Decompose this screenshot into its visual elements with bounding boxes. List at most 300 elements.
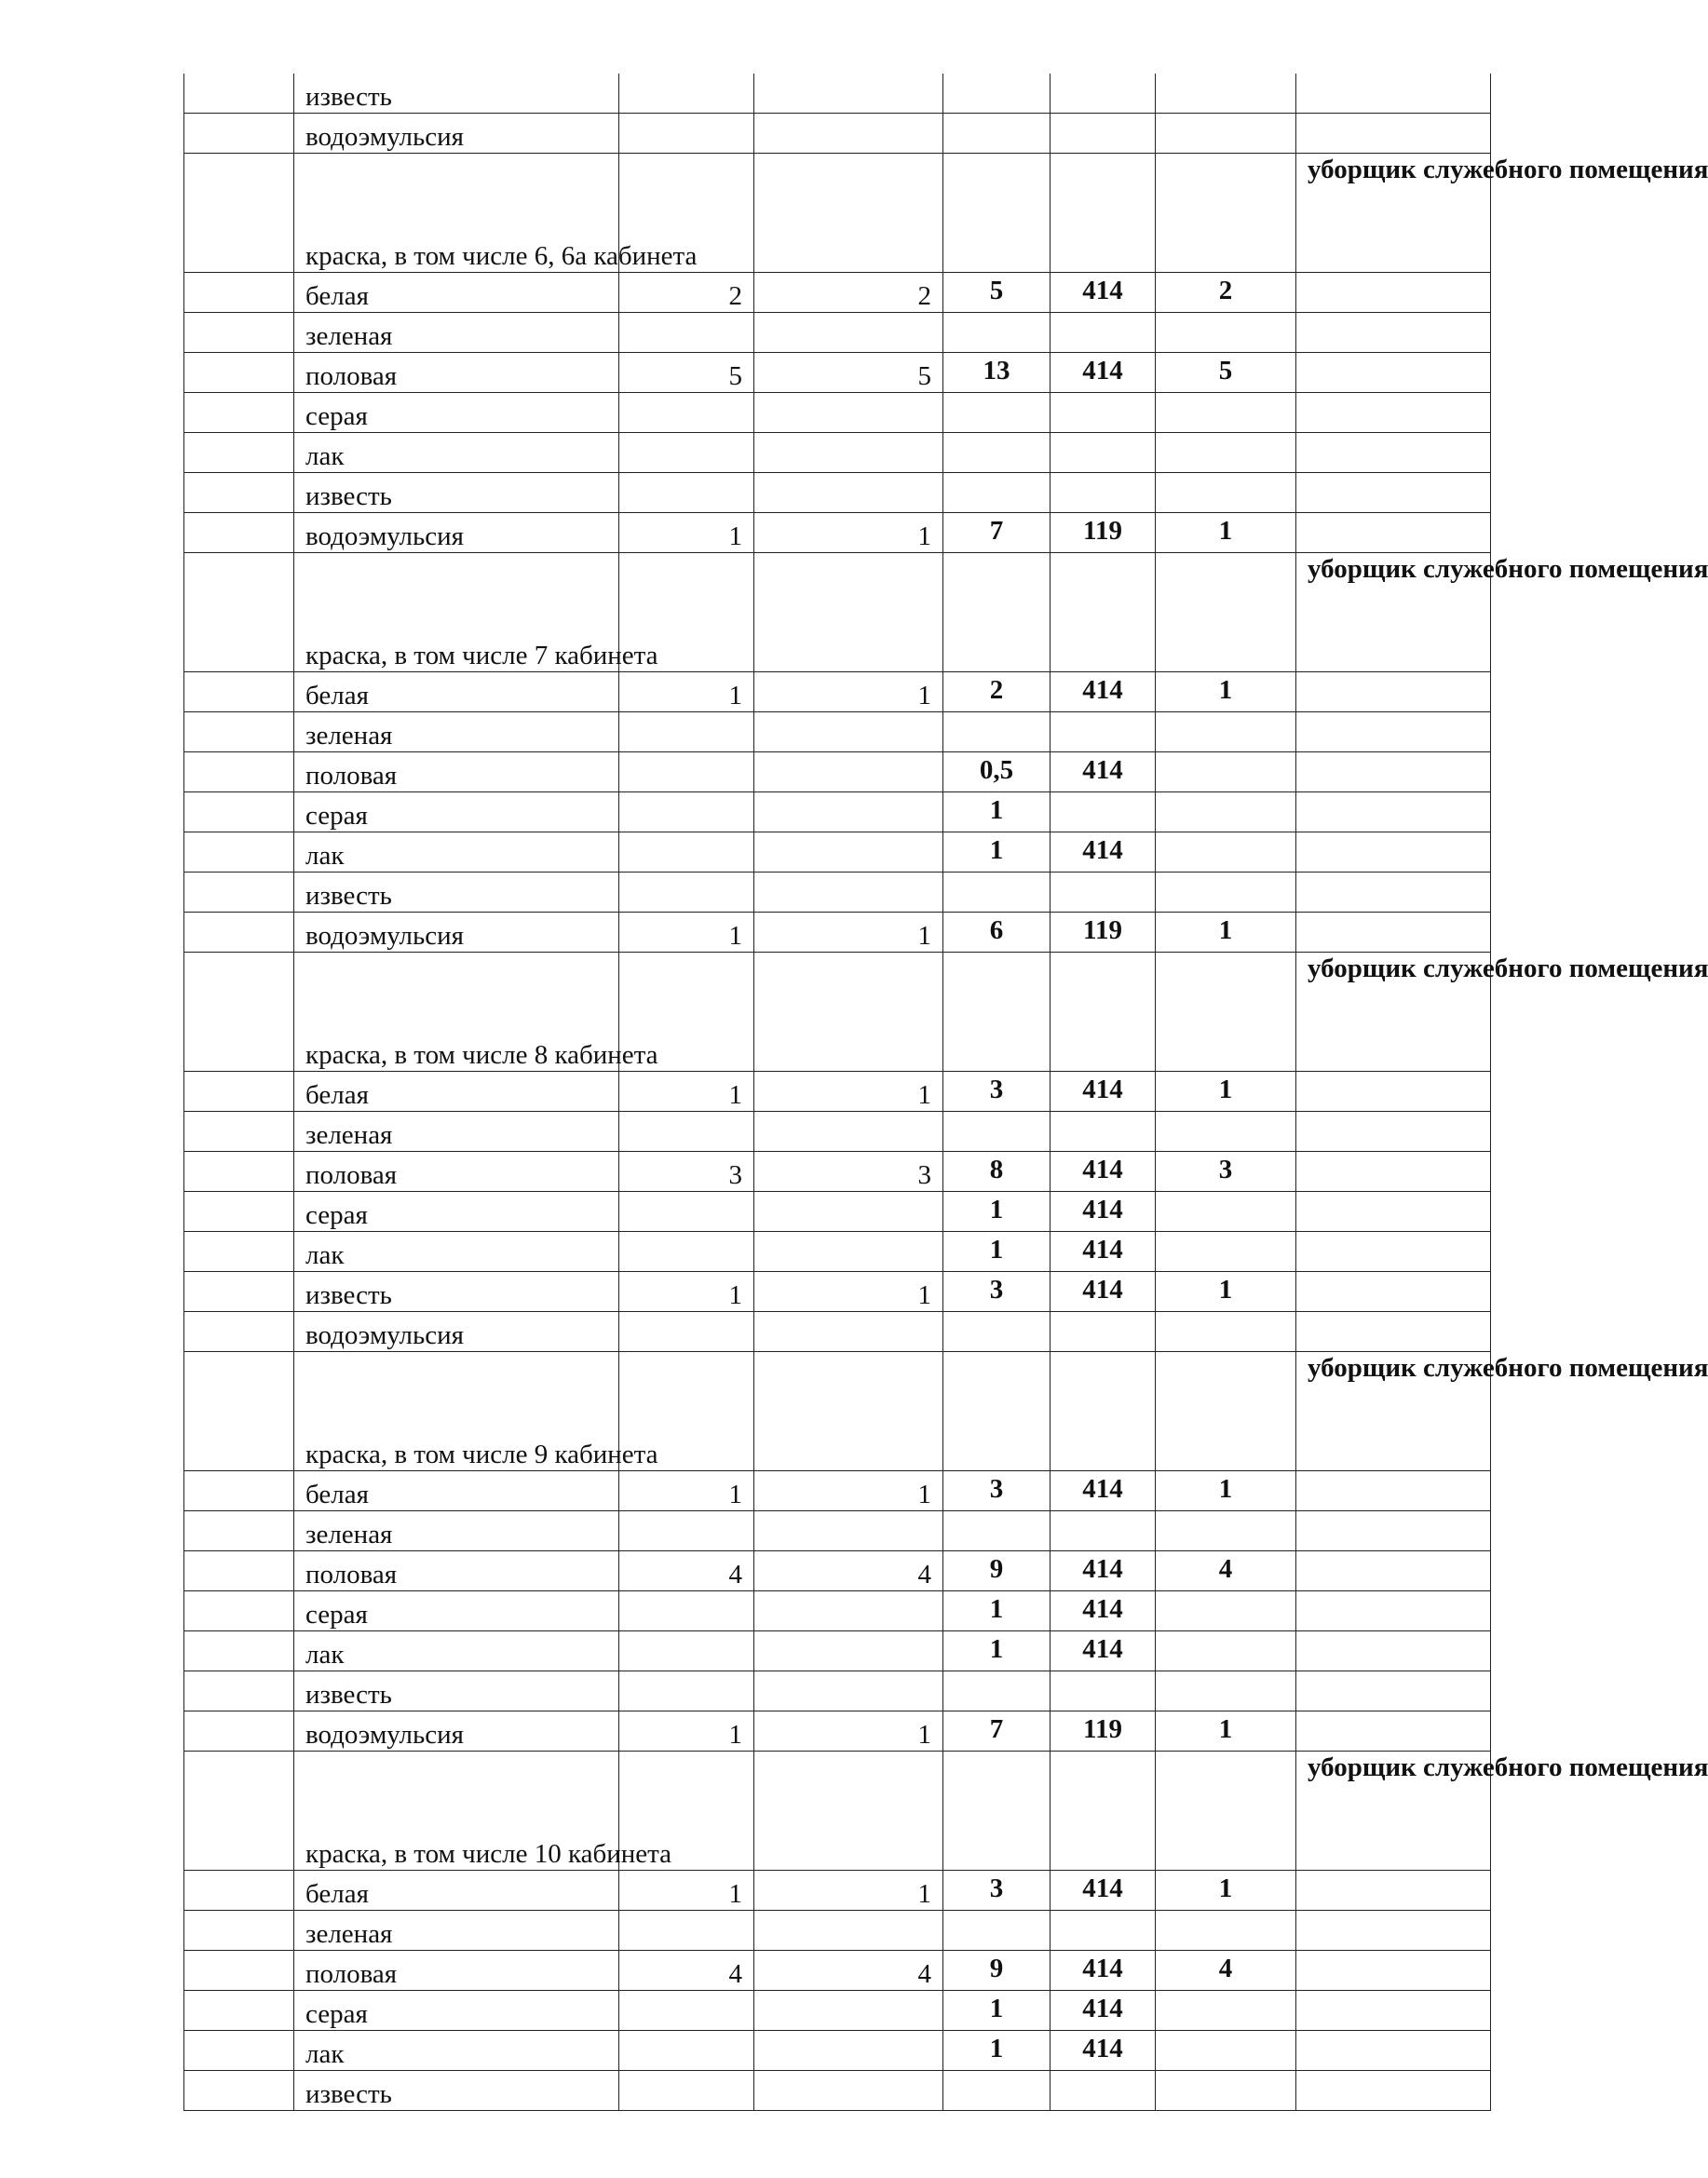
- index-cell: [184, 393, 294, 433]
- value-col-6: 414: [1051, 1631, 1156, 1671]
- value-col-3: [619, 752, 754, 792]
- value-col-7: [1156, 792, 1296, 832]
- value-col-7: 1: [1156, 1072, 1296, 1112]
- index-cell: [184, 1471, 294, 1511]
- empty-cell: [1296, 1272, 1491, 1312]
- empty-cell: [1296, 873, 1491, 913]
- value-col-7: 1: [1156, 672, 1296, 712]
- value-col-6: 414: [1051, 1471, 1156, 1511]
- section-title: краска, в том числе 6, 6а кабинета: [294, 154, 619, 273]
- value-col-6: 414: [1051, 672, 1156, 712]
- material-name: известь: [294, 1671, 619, 1711]
- material-name: половая: [294, 752, 619, 792]
- value-col-6: 414: [1051, 752, 1156, 792]
- value-col-7: [1156, 832, 1296, 873]
- value-col-5: 1: [943, 1631, 1051, 1671]
- material-name: белая: [294, 1072, 619, 1112]
- table-row: [184, 393, 1491, 433]
- empty-cell: [1296, 672, 1491, 712]
- value-col-3: [619, 1671, 754, 1711]
- table-row: [184, 1112, 1491, 1152]
- material-name: белая: [294, 672, 619, 712]
- index-cell: [184, 513, 294, 553]
- value-col-6: 414: [1051, 353, 1156, 393]
- value-col-5: 1: [943, 1192, 1051, 1232]
- value-col-6: [1051, 433, 1156, 473]
- value-col-6: [1051, 2071, 1156, 2111]
- empty-cell: [1296, 1152, 1491, 1192]
- responsible-role: уборщик служебного помещения: [1296, 953, 1491, 1072]
- value-col-7: [1156, 1112, 1296, 1152]
- index-cell: [184, 1951, 294, 1991]
- value-col-3: [619, 1232, 754, 1272]
- value-col-4: 1: [754, 672, 943, 712]
- index-cell: [184, 792, 294, 832]
- material-name: водоэмульсия: [294, 114, 619, 154]
- value-col-6: 414: [1051, 2031, 1156, 2071]
- value-col-3: [619, 792, 754, 832]
- value-col-4: [754, 873, 943, 913]
- value-col-6: 414: [1051, 1232, 1156, 1272]
- value-col-5: 1: [943, 1232, 1051, 1272]
- value-col-4: [754, 433, 943, 473]
- empty-cell: [1296, 752, 1491, 792]
- value-col-7: [1156, 752, 1296, 792]
- empty-cell: [1296, 2031, 1491, 2071]
- table-row: [184, 433, 1491, 473]
- empty-cell: [1296, 1192, 1491, 1232]
- value-col-7: [1156, 114, 1296, 154]
- empty-cell: [1296, 1072, 1491, 1112]
- table-row: [184, 1871, 1491, 1911]
- value-col-3: 1: [619, 1072, 754, 1112]
- table-row: [184, 1911, 1491, 1951]
- value-col-4: [754, 1312, 943, 1352]
- value-col-3: [619, 433, 754, 473]
- table-row: [184, 1511, 1491, 1551]
- value-col-7: 4: [1156, 1951, 1296, 1991]
- value-col-5: 3: [943, 1072, 1051, 1112]
- table-row: [184, 1671, 1491, 1711]
- value-col-3: [619, 832, 754, 873]
- index-cell: [184, 873, 294, 913]
- value-col-5: 3: [943, 1272, 1051, 1312]
- value-col-4: 2: [754, 273, 943, 313]
- value-col-3: [619, 712, 754, 752]
- empty-cell: [754, 953, 943, 1072]
- material-name: половая: [294, 353, 619, 393]
- value-col-7: 2: [1156, 273, 1296, 313]
- table-body: [184, 74, 1708, 2111]
- material-name: серая: [294, 393, 619, 433]
- index-cell: [184, 473, 294, 513]
- value-col-6: [1051, 873, 1156, 913]
- table-row: [184, 313, 1491, 353]
- value-col-6: [1051, 1671, 1156, 1711]
- value-col-4: [754, 1112, 943, 1152]
- empty-cell: [754, 553, 943, 672]
- value-col-3: [619, 873, 754, 913]
- material-name: зеленая: [294, 1511, 619, 1551]
- table-row: [184, 513, 1491, 553]
- value-col-5: 6: [943, 913, 1051, 953]
- empty-cell: [1296, 393, 1491, 433]
- index-cell: [184, 953, 294, 1072]
- empty-cell: [1296, 1711, 1491, 1752]
- value-col-6: [1051, 792, 1156, 832]
- empty-cell: [1296, 1551, 1491, 1591]
- value-col-6: [1051, 1312, 1156, 1352]
- value-col-7: 1: [1156, 1272, 1296, 1312]
- value-col-4: 1: [754, 1272, 943, 1312]
- section-title: краска, в том числе 8 кабинета: [294, 953, 619, 1072]
- table-row: [184, 1551, 1491, 1591]
- value-col-6: [1051, 712, 1156, 752]
- index-cell: [184, 1112, 294, 1152]
- material-name: серая: [294, 1591, 619, 1631]
- table-row: [184, 1232, 1491, 1272]
- value-col-3: 1: [619, 913, 754, 953]
- empty-cell: [1296, 1631, 1491, 1671]
- responsible-role: уборщик служебного помещения: [1296, 1752, 1491, 1871]
- empty-cell: [1051, 953, 1156, 1072]
- index-cell: [184, 1551, 294, 1591]
- empty-cell: [1296, 1951, 1491, 1991]
- value-col-6: 119: [1051, 513, 1156, 553]
- value-col-3: [619, 1591, 754, 1631]
- index-cell: [184, 553, 294, 672]
- material-name: зеленая: [294, 712, 619, 752]
- value-col-7: [1156, 1911, 1296, 1951]
- index-cell: [184, 1232, 294, 1272]
- value-col-4: [754, 832, 943, 873]
- index-cell: [184, 752, 294, 792]
- value-col-4: [754, 1192, 943, 1232]
- index-cell: [184, 114, 294, 154]
- value-col-7: 1: [1156, 913, 1296, 953]
- empty-cell: [1296, 913, 1491, 953]
- material-name: половая: [294, 1551, 619, 1591]
- empty-cell: [1296, 513, 1491, 553]
- value-col-4: [754, 792, 943, 832]
- value-col-3: [619, 393, 754, 433]
- value-col-7: [1156, 1991, 1296, 2031]
- material-name: водоэмульсия: [294, 913, 619, 953]
- table-row: [184, 1711, 1491, 1752]
- value-col-5: 7: [943, 513, 1051, 553]
- table-row: [184, 1951, 1491, 1991]
- value-col-7: 3: [1156, 1152, 1296, 1192]
- value-col-3: [619, 1911, 754, 1951]
- table-row: [184, 353, 1491, 393]
- value-col-4: 4: [754, 1551, 943, 1591]
- value-col-3: 2: [619, 273, 754, 313]
- value-col-4: 3: [754, 1152, 943, 1192]
- empty-cell: [1296, 1671, 1491, 1711]
- value-col-7: [1156, 1671, 1296, 1711]
- value-col-4: 1: [754, 913, 943, 953]
- value-col-6: [1051, 74, 1156, 114]
- value-col-3: [619, 473, 754, 513]
- index-cell: [184, 1511, 294, 1551]
- value-col-5: 9: [943, 1951, 1051, 1991]
- value-col-5: [943, 1312, 1051, 1352]
- value-col-6: [1051, 1911, 1156, 1951]
- value-col-5: [943, 74, 1051, 114]
- value-col-5: [943, 313, 1051, 353]
- value-col-7: 1: [1156, 1871, 1296, 1911]
- empty-cell: [943, 553, 1051, 672]
- table-row: [184, 1072, 1491, 1112]
- material-name: лак: [294, 832, 619, 873]
- value-col-7: 1: [1156, 1711, 1296, 1752]
- table-row: [184, 1312, 1491, 1352]
- empty-cell: [943, 1352, 1051, 1471]
- value-col-5: [943, 433, 1051, 473]
- empty-cell: [1156, 1352, 1296, 1471]
- material-name: лак: [294, 2031, 619, 2071]
- material-name: зеленая: [294, 1112, 619, 1152]
- empty-cell: [1296, 313, 1491, 353]
- value-col-5: 1: [943, 1591, 1051, 1631]
- material-name: известь: [294, 473, 619, 513]
- table-row: [184, 2031, 1491, 2071]
- table-row: [184, 2071, 1491, 2111]
- value-col-4: [754, 393, 943, 433]
- table-row: [184, 1991, 1491, 2031]
- material-name: половая: [294, 1152, 619, 1192]
- material-name: белая: [294, 1871, 619, 1911]
- value-col-4: 1: [754, 513, 943, 553]
- value-col-5: [943, 1511, 1051, 1551]
- value-col-5: 2: [943, 672, 1051, 712]
- section-header-row: [184, 154, 1491, 273]
- empty-cell: [1296, 1312, 1491, 1352]
- empty-cell: [1296, 353, 1491, 393]
- value-col-3: [619, 114, 754, 154]
- empty-cell: [1296, 273, 1491, 313]
- table-row: [184, 1152, 1491, 1192]
- index-cell: [184, 1752, 294, 1871]
- value-col-7: 4: [1156, 1551, 1296, 1591]
- empty-cell: [1051, 1352, 1156, 1471]
- value-col-4: [754, 2031, 943, 2071]
- material-name: серая: [294, 1991, 619, 2031]
- value-col-3: 1: [619, 513, 754, 553]
- material-name: лак: [294, 1631, 619, 1671]
- index-cell: [184, 1871, 294, 1911]
- index-cell: [184, 2031, 294, 2071]
- value-col-4: 1: [754, 1871, 943, 1911]
- empty-cell: [1296, 1471, 1491, 1511]
- empty-cell: [1296, 1911, 1491, 1951]
- section-header-row: [184, 1752, 1491, 1871]
- value-col-5: [943, 473, 1051, 513]
- empty-cell: [1296, 1511, 1491, 1551]
- value-col-5: 3: [943, 1871, 1051, 1911]
- value-col-5: [943, 1112, 1051, 1152]
- table-row: [184, 273, 1491, 313]
- value-col-5: [943, 873, 1051, 913]
- empty-cell: [1296, 74, 1491, 114]
- empty-cell: [1296, 114, 1491, 154]
- value-col-5: 5: [943, 273, 1051, 313]
- section-header-row: [184, 553, 1491, 672]
- material-name: известь: [294, 74, 619, 114]
- index-cell: [184, 353, 294, 393]
- value-col-7: [1156, 433, 1296, 473]
- table-row: [184, 114, 1491, 154]
- value-col-6: 119: [1051, 913, 1156, 953]
- value-col-7: [1156, 393, 1296, 433]
- value-col-6: 414: [1051, 1871, 1156, 1911]
- index-cell: [184, 1631, 294, 1671]
- value-col-3: [619, 1511, 754, 1551]
- value-col-5: 9: [943, 1551, 1051, 1591]
- empty-cell: [1296, 1991, 1491, 2031]
- empty-cell: [1156, 553, 1296, 672]
- material-name: известь: [294, 873, 619, 913]
- empty-cell: [943, 154, 1051, 273]
- responsible-role: уборщик служебного помещения: [1296, 154, 1491, 273]
- index-cell: [184, 74, 294, 114]
- value-col-3: [619, 2071, 754, 2111]
- section-title: краска, в том числе 7 кабинета: [294, 553, 619, 672]
- value-col-4: 1: [754, 1471, 943, 1511]
- value-col-3: 3: [619, 1152, 754, 1192]
- value-col-4: [754, 1671, 943, 1711]
- value-col-6: 414: [1051, 1551, 1156, 1591]
- index-cell: [184, 2071, 294, 2111]
- value-col-7: [1156, 1591, 1296, 1631]
- value-col-7: 1: [1156, 1471, 1296, 1511]
- empty-cell: [754, 1752, 943, 1871]
- table-row: [184, 873, 1491, 913]
- index-cell: [184, 913, 294, 953]
- value-col-5: [943, 2071, 1051, 2111]
- material-name: половая: [294, 1951, 619, 1991]
- empty-cell: [1296, 1232, 1491, 1272]
- index-cell: [184, 672, 294, 712]
- material-name: белая: [294, 273, 619, 313]
- index-cell: [184, 1991, 294, 2031]
- value-col-6: 414: [1051, 832, 1156, 873]
- value-col-6: [1051, 1511, 1156, 1551]
- value-col-4: 1: [754, 1711, 943, 1752]
- section-title: краска, в том числе 10 кабинета: [294, 1752, 619, 1871]
- value-col-7: [1156, 873, 1296, 913]
- value-col-6: 414: [1051, 1272, 1156, 1312]
- value-col-5: [943, 114, 1051, 154]
- value-col-6: [1051, 393, 1156, 433]
- value-col-3: 1: [619, 1471, 754, 1511]
- value-col-3: [619, 1631, 754, 1671]
- section-header-row: [184, 1352, 1491, 1471]
- value-col-7: [1156, 1631, 1296, 1671]
- material-name: известь: [294, 2071, 619, 2111]
- table-row: [184, 913, 1491, 953]
- table-row: [184, 473, 1491, 513]
- value-col-4: [754, 114, 943, 154]
- value-col-3: [619, 2031, 754, 2071]
- value-col-4: [754, 1991, 943, 2031]
- empty-cell: [1156, 154, 1296, 273]
- table-row: [184, 832, 1491, 873]
- value-col-5: 1: [943, 2031, 1051, 2071]
- value-col-6: 414: [1051, 273, 1156, 313]
- empty-cell: [1296, 712, 1491, 752]
- index-cell: [184, 1192, 294, 1232]
- value-col-5: 13: [943, 353, 1051, 393]
- value-col-5: 1: [943, 1991, 1051, 2031]
- empty-cell: [1296, 2071, 1491, 2111]
- value-col-4: [754, 1591, 943, 1631]
- empty-cell: [1296, 832, 1491, 873]
- empty-cell: [1296, 473, 1491, 513]
- index-cell: [184, 832, 294, 873]
- value-col-7: [1156, 313, 1296, 353]
- material-name: зеленая: [294, 313, 619, 353]
- value-col-7: [1156, 1192, 1296, 1232]
- section-header-row: [184, 953, 1491, 1072]
- index-cell: [184, 1152, 294, 1192]
- value-col-4: [754, 313, 943, 353]
- value-col-5: 8: [943, 1152, 1051, 1192]
- table-row: [184, 1631, 1491, 1671]
- value-col-6: [1051, 1112, 1156, 1152]
- empty-cell: [1296, 792, 1491, 832]
- value-col-6: 414: [1051, 1152, 1156, 1192]
- table-row: [184, 752, 1491, 792]
- material-name: зеленая: [294, 1911, 619, 1951]
- empty-cell: [754, 1352, 943, 1471]
- value-col-4: [754, 1232, 943, 1272]
- material-name: водоэмульсия: [294, 513, 619, 553]
- value-col-6: 414: [1051, 1991, 1156, 2031]
- empty-cell: [1051, 154, 1156, 273]
- index-cell: [184, 313, 294, 353]
- material-name: серая: [294, 792, 619, 832]
- value-col-3: [619, 1192, 754, 1232]
- value-col-3: 4: [619, 1951, 754, 1991]
- value-col-6: 414: [1051, 1072, 1156, 1112]
- value-col-3: 1: [619, 1871, 754, 1911]
- material-name: водоэмульсия: [294, 1711, 619, 1752]
- material-name: белая: [294, 1471, 619, 1511]
- index-cell: [184, 1911, 294, 1951]
- value-col-6: [1051, 313, 1156, 353]
- material-name: серая: [294, 1192, 619, 1232]
- index-cell: [184, 1312, 294, 1352]
- index-cell: [184, 1671, 294, 1711]
- value-col-7: 1: [1156, 513, 1296, 553]
- value-col-6: 414: [1051, 1591, 1156, 1631]
- section-title: краска, в том числе 9 кабинета: [294, 1352, 619, 1471]
- index-cell: [184, 1591, 294, 1631]
- table-row: [184, 792, 1491, 832]
- empty-cell: [1296, 1871, 1491, 1911]
- value-col-5: [943, 712, 1051, 752]
- index-cell: [184, 712, 294, 752]
- responsible-role: уборщик служебного помещения: [1296, 553, 1491, 672]
- index-cell: [184, 1072, 294, 1112]
- value-col-5: 1: [943, 832, 1051, 873]
- value-col-4: [754, 1631, 943, 1671]
- material-name: лак: [294, 1232, 619, 1272]
- index-cell: [184, 433, 294, 473]
- empty-cell: [1296, 1112, 1491, 1152]
- value-col-5: [943, 393, 1051, 433]
